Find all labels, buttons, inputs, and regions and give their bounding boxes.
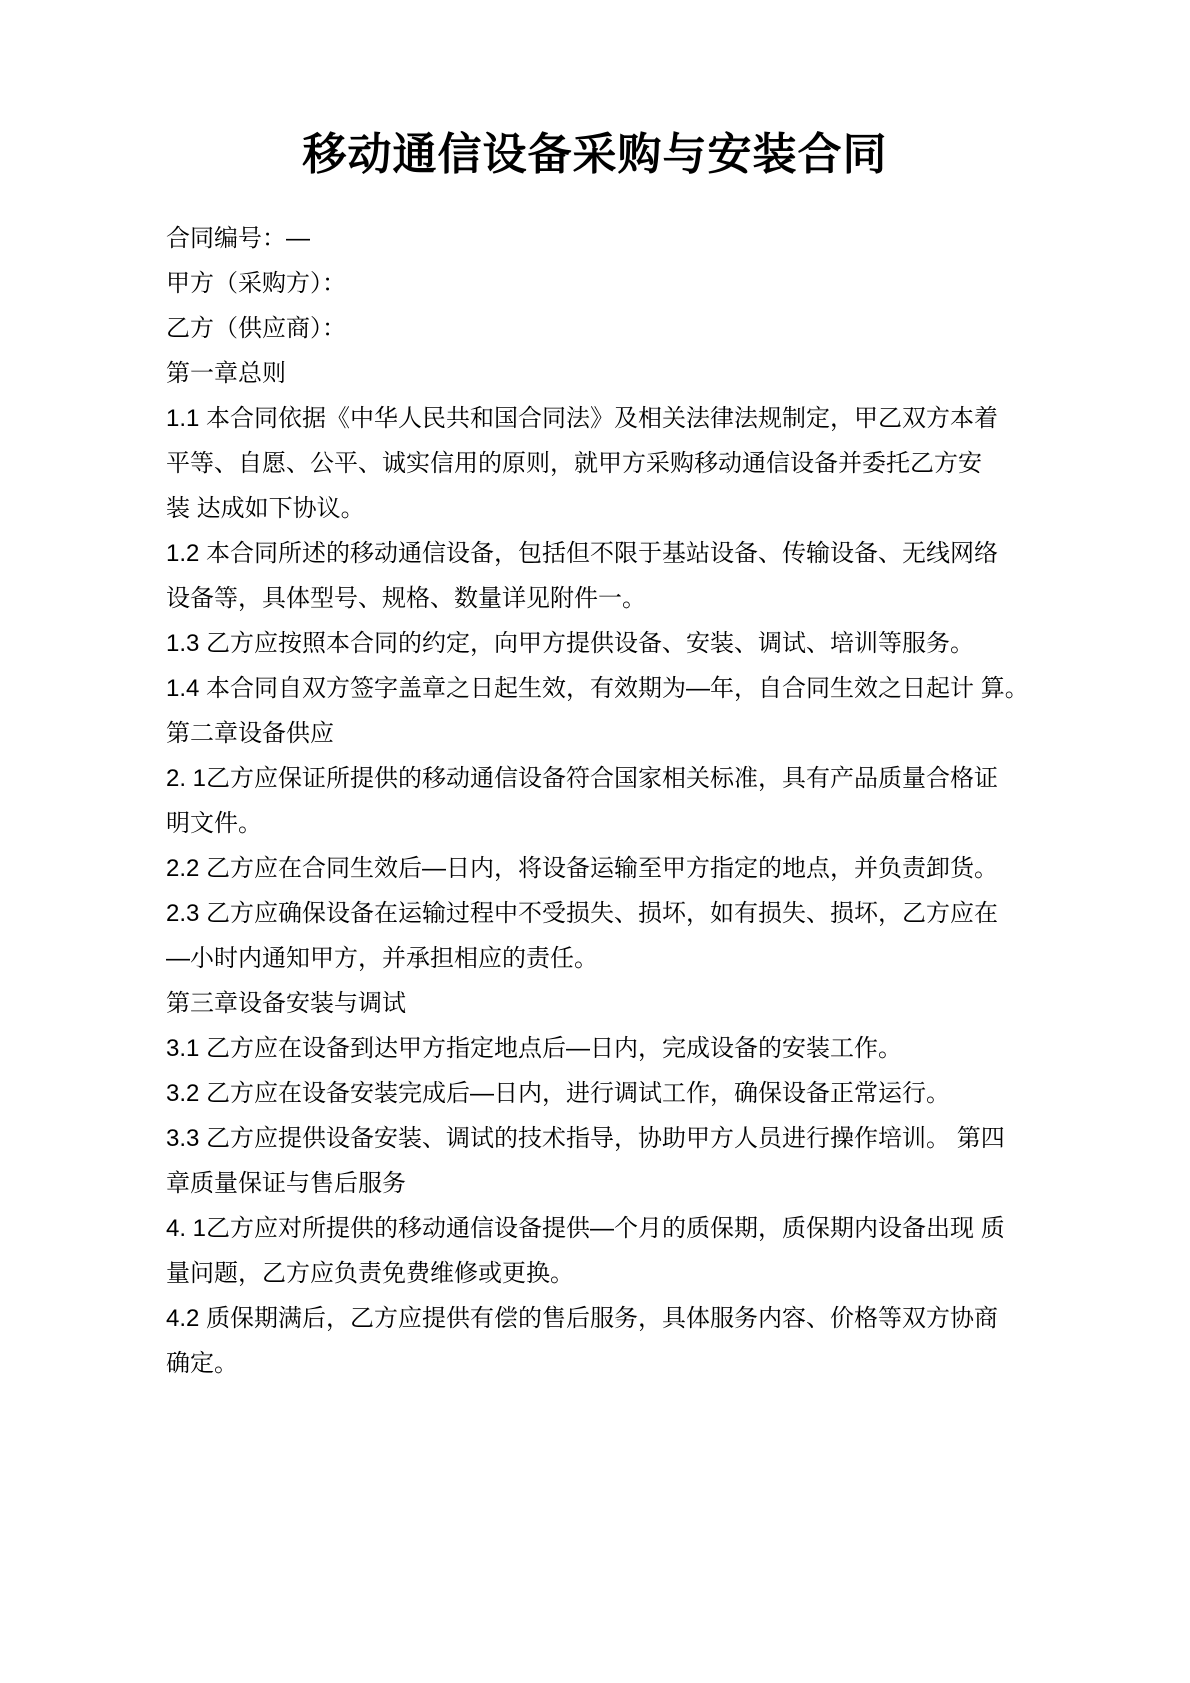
text-line: 甲方（采购方）： bbox=[166, 270, 346, 298]
text-line: 3.3 乙方应提供设备安装、调试的技术指导，协助甲方人员进行操作培训。 第四 bbox=[166, 1125, 1005, 1153]
text-line: 装 达成如下协议。 bbox=[166, 495, 365, 523]
text-line: 4.2 质保期满后，乙方应提供有偿的售后服务，具体服务内容、价格等双方协商 bbox=[166, 1305, 999, 1333]
text-line: 平等、自愿、公平、诚实信用的原则，就甲方采购移动通信设备并委托乙方安 bbox=[166, 450, 982, 478]
document-body bbox=[0, 216, 1190, 1386]
text-line: 3.2 乙方应在设备安装完成后—日内，进行调试工作，确保设备正常运行。 bbox=[166, 1080, 951, 1108]
document-title: 移动通信设备采购与安装合同 bbox=[302, 130, 888, 179]
text-line: 量问题，乙方应负责免费维修或更换。 bbox=[166, 1260, 574, 1288]
text-line: 1.1 本合同依据《中华人民共和国合同法》及相关法律法规制定，甲乙双方本着 bbox=[166, 405, 999, 433]
text-line: —小时内通知甲方，并承担相应的责任。 bbox=[166, 945, 598, 973]
text-line: 4. 1乙方应对所提供的移动通信设备提供—个月的质保期，质保期内设备出现 质 bbox=[166, 1215, 1005, 1243]
text-line: 3.1 乙方应在设备到达甲方指定地点后—日内，完成设备的安装工作。 bbox=[166, 1035, 903, 1063]
text-line: 第一章总则 bbox=[166, 360, 286, 388]
text-line: 乙方（供应商）： bbox=[166, 315, 346, 343]
text-line: 第三章设备安装与调试 bbox=[166, 990, 406, 1018]
text-line: 确定。 bbox=[166, 1350, 238, 1378]
text-line: 明文件。 bbox=[166, 810, 262, 838]
text-line: 1.4 本合同自双方签字盖章之日起生效，有效期为—年，自合同生效之日起计 算。 bbox=[166, 675, 1029, 703]
text-line: 第二章设备供应 bbox=[166, 720, 334, 748]
text-line: 2. 1乙方应保证所提供的移动通信设备符合国家相关标准，具有产品质量合格证 bbox=[166, 765, 999, 793]
text-line: 章质量保证与售后服务 bbox=[166, 1170, 406, 1198]
text-line: 合同编号：— bbox=[166, 225, 310, 253]
text-line: 2.3 乙方应确保设备在运输过程中不受损失、损坏，如有损失、损坏，乙方应在 bbox=[166, 900, 999, 928]
text-line: 1.2 本合同所述的移动通信设备，包括但不限于基站设备、传输设备、无线网络 bbox=[166, 540, 999, 568]
text-line: 2.2 乙方应在合同生效后—日内，将设备运输至甲方指定的地点，并负责卸货。 bbox=[166, 855, 999, 883]
text-line: 设备等，具体型号、规格、数量详见附件一。 bbox=[166, 585, 646, 613]
text-line: 1.3 乙方应按照本合同的约定，向甲方提供设备、安装、调试、培训等服务。 bbox=[166, 630, 975, 658]
